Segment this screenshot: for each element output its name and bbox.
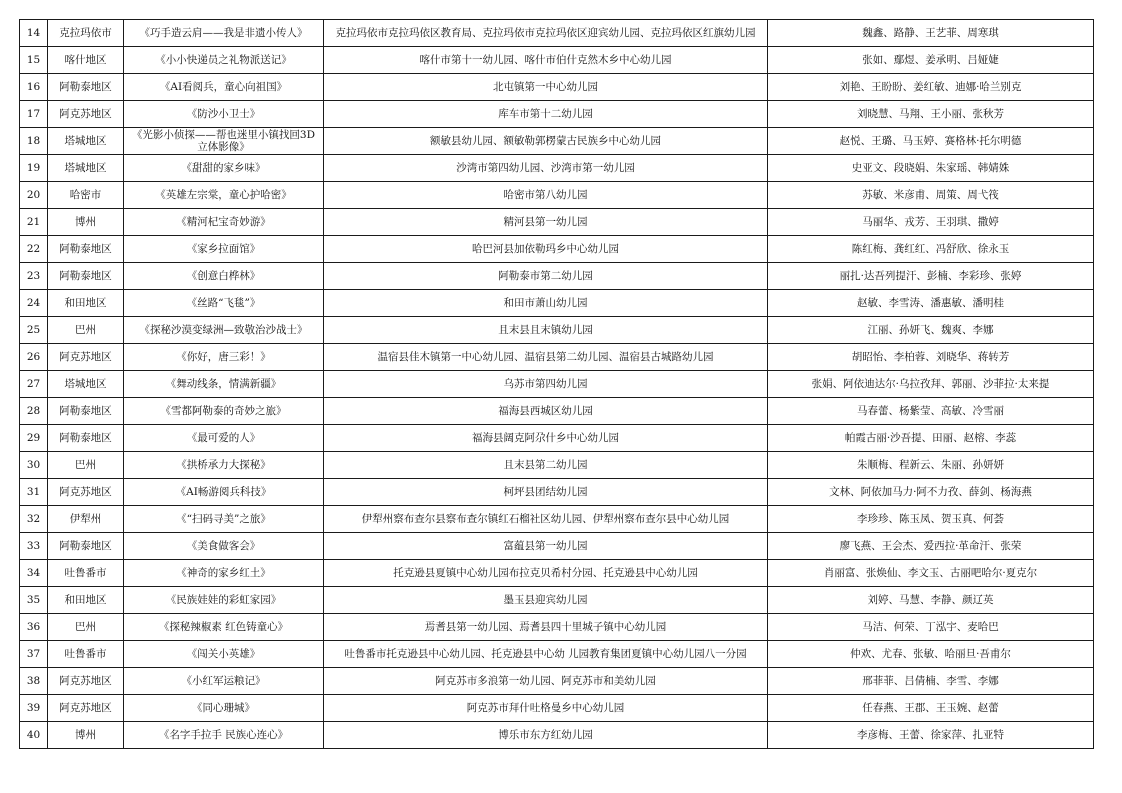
school-cell: 博乐市东方红幼儿园 — [324, 722, 768, 749]
region-cell: 吐鲁番市 — [48, 560, 124, 587]
table-row — [20, 452, 1094, 479]
team-members-cell: 李彦梅、王蕾、徐家萍、扎亚特 — [768, 722, 1094, 749]
table-row — [20, 263, 1094, 290]
entry-title-cell: 《“扫码寻美”之旅》 — [124, 506, 324, 533]
entry-title-cell: 《舞动线条，情满新疆》 — [124, 371, 324, 398]
entry-title-cell: 《AI看阅兵，童心向祖国》 — [124, 74, 324, 101]
team-members-cell: 朱顺梅、程新云、朱丽、孙妍妍 — [768, 452, 1094, 479]
team-members-cell: 丽扎·达吾列提汗、彭楠、李彩珍、张婷 — [768, 263, 1094, 290]
row-number-cell: 33 — [20, 533, 48, 560]
results-table — [19, 19, 1094, 749]
region-cell: 阿克苏地区 — [48, 695, 124, 722]
school-cell: 和田市萧山幼儿园 — [324, 290, 768, 317]
school-cell: 哈巴河县加依勒玛乡中心幼儿园 — [324, 236, 768, 263]
table-row — [20, 236, 1094, 263]
table-row — [20, 479, 1094, 506]
team-members-cell: 任春燕、王郡、王玉婉、赵蕾 — [768, 695, 1094, 722]
team-members-cell: 仲欢、尤春、张敏、哈丽旦·吾甫尔 — [768, 641, 1094, 668]
team-members-cell: 马春蕾、杨紫莹、高敏、冷雪丽 — [768, 398, 1094, 425]
row-number-cell: 38 — [20, 668, 48, 695]
region-cell: 和田地区 — [48, 587, 124, 614]
table-row — [20, 668, 1094, 695]
school-cell: 阿克苏市拜什吐格曼乡中心幼儿园 — [324, 695, 768, 722]
school-cell: 北屯镇第一中心幼儿园 — [324, 74, 768, 101]
table-row — [20, 290, 1094, 317]
team-members-cell: 文林、阿依加马力·阿不力孜、薛剑、杨海燕 — [768, 479, 1094, 506]
region-cell: 伊犁州 — [48, 506, 124, 533]
region-cell: 阿克苏地区 — [48, 479, 124, 506]
region-cell: 巴州 — [48, 317, 124, 344]
team-members-cell: 陈红梅、龚红红、冯舒欣、徐永玉 — [768, 236, 1094, 263]
team-members-cell: 刘艳、王盼盼、姜红敏、迪娜·哈兰别克 — [768, 74, 1094, 101]
table-row — [20, 155, 1094, 182]
school-cell: 吐鲁番市托克逊县中心幼儿园、托克逊县中心幼 儿园教育集团夏镇中心幼儿园八一分园 — [324, 641, 768, 668]
row-number-cell: 39 — [20, 695, 48, 722]
row-number-cell: 37 — [20, 641, 48, 668]
team-members-cell: 刘婷、马慧、李静、颜辽英 — [768, 587, 1094, 614]
table-row — [20, 371, 1094, 398]
row-number-cell: 34 — [20, 560, 48, 587]
entry-title-cell: 《巧手造云肩——我是非遗小传人》 — [124, 20, 324, 47]
entry-title-cell: 《家乡拉面馆》 — [124, 236, 324, 263]
entry-title-cell: 《拱桥承力大探秘》 — [124, 452, 324, 479]
table-row — [20, 344, 1094, 371]
table-row — [20, 47, 1094, 74]
row-number-cell: 35 — [20, 587, 48, 614]
row-number-cell: 19 — [20, 155, 48, 182]
school-cell: 柯坪县团结幼儿园 — [324, 479, 768, 506]
entry-title-cell: 《美食做客会》 — [124, 533, 324, 560]
table-row — [20, 398, 1094, 425]
school-cell: 喀什市第十一幼儿园、喀什市伯什克然木乡中心幼儿园 — [324, 47, 768, 74]
entry-title-cell: 《闯关小英雄》 — [124, 641, 324, 668]
row-number-cell: 15 — [20, 47, 48, 74]
team-members-cell: 刘晓慧、马翔、王小丽、张秋芳 — [768, 101, 1094, 128]
region-cell: 阿克苏地区 — [48, 668, 124, 695]
team-members-cell: 肖丽富、张焕仙、李文玉、古丽吧哈尔·夏克尔 — [768, 560, 1094, 587]
entry-title-cell: 《探秘沙漠变绿洲—致敬治沙战士》 — [124, 317, 324, 344]
region-cell: 阿勒泰地区 — [48, 425, 124, 452]
row-number-cell: 24 — [20, 290, 48, 317]
school-cell: 阿克苏市多浪第一幼儿园、阿克苏市和美幼儿园 — [324, 668, 768, 695]
team-members-cell: 赵悦、王璐、马玉婷、赛格林·托尔明德 — [768, 128, 1094, 155]
region-cell: 克拉玛依市 — [48, 20, 124, 47]
row-number-cell: 36 — [20, 614, 48, 641]
region-cell: 博州 — [48, 209, 124, 236]
row-number-cell: 29 — [20, 425, 48, 452]
region-cell: 博州 — [48, 722, 124, 749]
school-cell: 温宿县佳木镇第一中心幼儿园、温宿县第二幼儿园、温宿县古城路幼儿园 — [324, 344, 768, 371]
entry-title-cell: 《最可爱的人》 — [124, 425, 324, 452]
team-members-cell: 马丽华、戎芳、王羽琪、撒婷 — [768, 209, 1094, 236]
table-row — [20, 641, 1094, 668]
row-number-cell: 14 — [20, 20, 48, 47]
team-members-cell: 史亚文、段晓娟、朱家瑶、韩婧姝 — [768, 155, 1094, 182]
table-row — [20, 560, 1094, 587]
row-number-cell: 40 — [20, 722, 48, 749]
entry-title-cell: 《小小快递员之礼物派送记》 — [124, 47, 324, 74]
school-cell: 精河县第一幼儿园 — [324, 209, 768, 236]
region-cell: 吐鲁番市 — [48, 641, 124, 668]
school-cell: 福海县西城区幼儿园 — [324, 398, 768, 425]
school-cell: 且末县且末镇幼儿园 — [324, 317, 768, 344]
region-cell: 哈密市 — [48, 182, 124, 209]
region-cell: 塔城地区 — [48, 128, 124, 155]
school-cell: 墨玉县迎宾幼儿园 — [324, 587, 768, 614]
entry-title-cell: 《丝路“飞毯”》 — [124, 290, 324, 317]
entry-title-cell: 《雪都阿勒泰的奇妙之旅》 — [124, 398, 324, 425]
row-number-cell: 18 — [20, 128, 48, 155]
team-members-cell: 江丽、孙妍飞、魏爽、李娜 — [768, 317, 1094, 344]
table-row — [20, 317, 1094, 344]
team-members-cell: 张如、鄢煜、姜承明、吕娅婕 — [768, 47, 1094, 74]
school-cell: 托克逊县夏镇中心幼儿园布拉克贝希村分园、托克逊县中心幼儿园 — [324, 560, 768, 587]
row-number-cell: 28 — [20, 398, 48, 425]
table-row — [20, 533, 1094, 560]
team-members-cell: 张娟、阿依迪达尔·乌拉孜拜、郭丽、沙菲拉·太来提 — [768, 371, 1094, 398]
entry-title-cell: 《你好，唐三彩！》 — [124, 344, 324, 371]
entry-title-cell: 《创意白桦林》 — [124, 263, 324, 290]
entry-title-cell: 《名字手拉手 民族心连心》 — [124, 722, 324, 749]
team-members-cell: 廖飞燕、王会杰、爱西拉·革命汗、张荣 — [768, 533, 1094, 560]
school-cell: 乌苏市第四幼儿园 — [324, 371, 768, 398]
region-cell: 喀什地区 — [48, 47, 124, 74]
entry-title-cell: 《光影小侦探——帮也迷里小镇找回3D立体影像》 — [124, 128, 324, 155]
table-row — [20, 425, 1094, 452]
table-row — [20, 722, 1094, 749]
entry-title-cell: 《神奇的家乡红土》 — [124, 560, 324, 587]
table-row — [20, 209, 1094, 236]
region-cell: 巴州 — [48, 614, 124, 641]
row-number-cell: 20 — [20, 182, 48, 209]
school-cell: 且末县第二幼儿园 — [324, 452, 768, 479]
team-members-cell: 邢菲菲、吕倩楠、李雪、李娜 — [768, 668, 1094, 695]
region-cell: 阿勒泰地区 — [48, 74, 124, 101]
table-row — [20, 614, 1094, 641]
team-members-cell: 帕霞古丽·沙吾提、田丽、赵榕、李蕊 — [768, 425, 1094, 452]
entry-title-cell: 《小红军运粮记》 — [124, 668, 324, 695]
results-table-body — [20, 20, 1094, 749]
row-number-cell: 17 — [20, 101, 48, 128]
table-row — [20, 695, 1094, 722]
table-row — [20, 587, 1094, 614]
region-cell: 阿克苏地区 — [48, 101, 124, 128]
table-row — [20, 20, 1094, 47]
row-number-cell: 16 — [20, 74, 48, 101]
entry-title-cell: 《同心珊城》 — [124, 695, 324, 722]
table-row — [20, 506, 1094, 533]
entry-title-cell: 《民族娃娃的彩虹家园》 — [124, 587, 324, 614]
row-number-cell: 26 — [20, 344, 48, 371]
table-row — [20, 101, 1094, 128]
school-cell: 富蕴县第一幼儿园 — [324, 533, 768, 560]
row-number-cell: 21 — [20, 209, 48, 236]
school-cell: 哈密市第八幼儿园 — [324, 182, 768, 209]
entry-title-cell: 《探秘辣椒素 红色铸童心》 — [124, 614, 324, 641]
region-cell: 和田地区 — [48, 290, 124, 317]
team-members-cell: 马洁、何荣、丁泓宇、麦哈巴 — [768, 614, 1094, 641]
school-cell: 库车市第十二幼儿园 — [324, 101, 768, 128]
school-cell: 福海县阔克阿尕什乡中心幼儿园 — [324, 425, 768, 452]
region-cell: 巴州 — [48, 452, 124, 479]
team-members-cell: 胡昭怡、李柏蓉、刘晓华、蒋转芳 — [768, 344, 1094, 371]
team-members-cell: 李珍珍、陈玉凤、贺玉真、何荟 — [768, 506, 1094, 533]
row-number-cell: 31 — [20, 479, 48, 506]
row-number-cell: 25 — [20, 317, 48, 344]
school-cell: 焉耆县第一幼儿园、焉耆县四十里城子镇中心幼儿园 — [324, 614, 768, 641]
school-cell: 额敏县幼儿园、额敏勒郭楞蒙古民族乡中心幼儿园 — [324, 128, 768, 155]
region-cell: 阿勒泰地区 — [48, 263, 124, 290]
school-cell: 克拉玛依市克拉玛依区教育局、克拉玛依市克拉玛依区迎宾幼儿园、克拉玛依区红旗幼儿园 — [324, 20, 768, 47]
entry-title-cell: 《精河杞宝奇妙游》 — [124, 209, 324, 236]
entry-title-cell: 《防沙小卫士》 — [124, 101, 324, 128]
region-cell: 阿勒泰地区 — [48, 236, 124, 263]
school-cell: 阿勒泰市第二幼儿园 — [324, 263, 768, 290]
table-row — [20, 74, 1094, 101]
region-cell: 阿勒泰地区 — [48, 533, 124, 560]
row-number-cell: 30 — [20, 452, 48, 479]
table-row — [20, 182, 1094, 209]
row-number-cell: 22 — [20, 236, 48, 263]
team-members-cell: 苏敏、米彦甫、周策、周弋筏 — [768, 182, 1094, 209]
row-number-cell: 32 — [20, 506, 48, 533]
school-cell: 伊犁州察布查尔县察布查尔镇红石榴社区幼儿园、伊犁州察布查尔县中心幼儿园 — [324, 506, 768, 533]
entry-title-cell: 《英雄左宗棠，童心护哈密》 — [124, 182, 324, 209]
region-cell: 阿克苏地区 — [48, 344, 124, 371]
row-number-cell: 23 — [20, 263, 48, 290]
region-cell: 阿勒泰地区 — [48, 398, 124, 425]
team-members-cell: 赵敏、李雪涛、潘惠敏、潘明桂 — [768, 290, 1094, 317]
entry-title-cell: 《AI畅游阅兵科技》 — [124, 479, 324, 506]
region-cell: 塔城地区 — [48, 371, 124, 398]
team-members-cell: 魏鑫、路静、王艺菲、周寒琪 — [768, 20, 1094, 47]
table-row — [20, 128, 1094, 155]
entry-title-cell: 《甜甜的家乡味》 — [124, 155, 324, 182]
row-number-cell: 27 — [20, 371, 48, 398]
school-cell: 沙湾市第四幼儿园、沙湾市第一幼儿园 — [324, 155, 768, 182]
region-cell: 塔城地区 — [48, 155, 124, 182]
